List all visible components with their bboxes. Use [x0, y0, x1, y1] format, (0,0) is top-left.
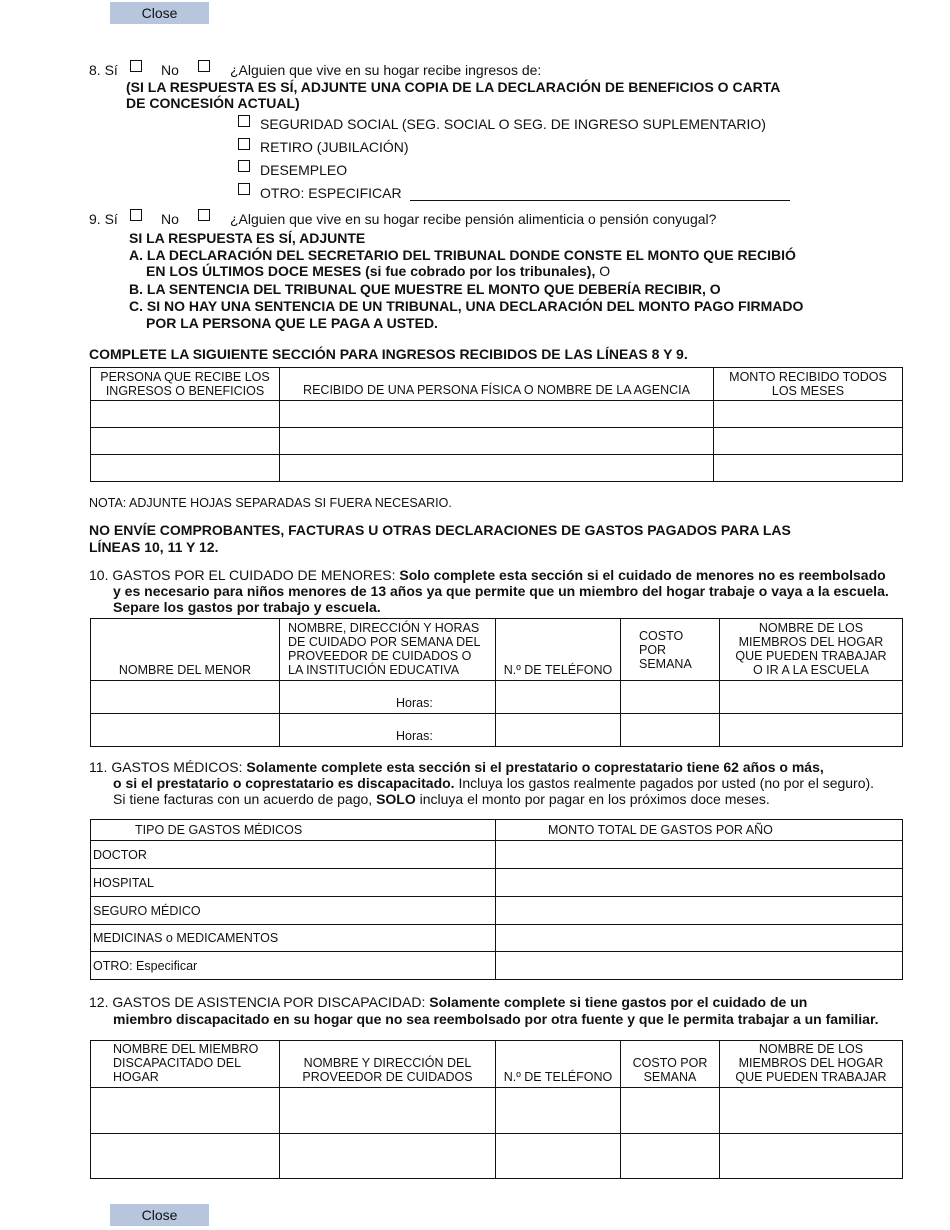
disability-col-members: NOMBRE DE LOS MIEMBROS DEL HOGAR QUE PUEDEN TRABAJAR [720, 1041, 903, 1088]
disability-cell[interactable] [720, 1088, 903, 1134]
medical-amount-cell[interactable] [496, 897, 903, 925]
medical-col-amount: MONTO TOTAL DE GASTOS POR AÑO [496, 820, 903, 841]
medical-row-medicines: MEDICINAS o MEDICAMENTOS [91, 925, 496, 952]
q10-lead: 10. GASTOS POR EL CUIDADO DE MENORES: [89, 567, 396, 583]
medical-col-type: TIPO DE GASTOS MÉDICOS [91, 820, 496, 841]
q8-number: 8. Sí [89, 62, 118, 78]
childcare-cell[interactable] [496, 681, 621, 714]
table-row [91, 681, 903, 714]
income-cell[interactable] [91, 401, 280, 428]
income-col-person: PERSONA QUE RECIBE LOS INGRESOS O BENEFICIOS [91, 368, 280, 401]
q8-option-other-checkbox[interactable] [238, 183, 250, 195]
q8-option-social-security-checkbox[interactable] [238, 115, 250, 127]
income-col-source: RECIBIDO DE UNA PERSONA FÍSICA O NOMBRE DE LA AGENCIA [280, 368, 714, 401]
disability-cell[interactable] [91, 1088, 280, 1134]
q11-lead: 11. GASTOS MÉDICOS: [89, 759, 243, 775]
q9-item-c-cont: POR LA PERSONA QUE LE PAGA A USTED. [146, 315, 438, 331]
income-col-amount: MONTO RECIBIDO TODOS LOS MESES [714, 368, 903, 401]
childcare-col-provider: NOMBRE, DIRECCIÓN Y HORAS DE CUIDADO POR SEMANA DEL PROVEEDOR DE CUIDADOS O LA INSTITUCIÓN EDUCATIVA [280, 619, 496, 681]
medical-amount-cell[interactable] [496, 841, 903, 869]
childcare-table [90, 618, 903, 747]
income-cell[interactable] [280, 428, 714, 455]
close-button-top[interactable]: Close [110, 2, 209, 24]
disability-cell[interactable] [280, 1088, 496, 1134]
medical-row-doctor: DOCTOR [91, 841, 496, 869]
q8-option-retirement-checkbox[interactable] [238, 138, 250, 150]
disability-col-provider: NOMBRE Y DIRECCIÓN DEL PROVEEDOR DE CUIDADOS [280, 1041, 496, 1088]
q11-instruction-cont: o si el prestatario o coprestatario es discapacitado. [113, 775, 455, 791]
q11-instruction-normal: Incluya los gastos realmente pagados por usted (no por el seguro). [458, 775, 875, 791]
table-row [91, 401, 903, 428]
q11-line3a: Si tiene facturas con un acuerdo de pago, [113, 791, 373, 807]
medical-table [90, 819, 903, 980]
q9-item-a-cont: EN LOS ÚLTIMOS DOCE MESES (si fue cobrado por los tribunales), [146, 263, 596, 279]
medical-amount-cell[interactable] [496, 952, 903, 980]
childcare-cell[interactable] [720, 714, 903, 747]
q8-option-other: OTRO: ESPECIFICAR [260, 185, 402, 201]
q9-question: ¿Alguien que vive en su hogar recibe pensión alimenticia o pensión conyugal? [230, 211, 717, 227]
q9-no-checkbox[interactable] [198, 209, 210, 221]
q12-instruction: Solamente complete si tiene gastos por el cuidado de un [429, 994, 808, 1010]
q9-yes-checkbox[interactable] [130, 209, 142, 221]
q8-option-unemployment-checkbox[interactable] [238, 160, 250, 172]
q8-question: ¿Alguien que vive en su hogar recibe ingresos de: [230, 62, 542, 78]
q8-no-checkbox[interactable] [198, 60, 210, 72]
childcare-col-cost: COSTO POR SEMANA [621, 619, 720, 681]
childcare-col-child: NOMBRE DEL MENOR [91, 619, 280, 681]
q9-item-b: B. LA SENTENCIA DEL TRIBUNAL QUE MUESTRE EL MONTO QUE DEBERÍA RECIBIR, O [129, 281, 721, 297]
disability-col-cost: COSTO POR SEMANA [621, 1041, 720, 1088]
q11-instruction: Solamente complete esta sección si el prestatario o coprestatario tiene 62 años o más, [246, 759, 824, 775]
q8-instruction: (SI LA RESPUESTA ES SÍ, ADJUNTE UNA COPIA DE LA DECLARACIÓN DE BENEFICIOS O CARTA [126, 79, 781, 95]
income-section-heading: COMPLETE LA SIGUIENTE SECCIÓN PARA INGRESOS RECIBIDOS DE LAS LÍNEAS 8 Y 9. [89, 346, 688, 362]
q9-number: 9. Sí [89, 211, 118, 227]
medical-amount-cell[interactable] [496, 925, 903, 952]
income-cell[interactable] [91, 455, 280, 482]
disability-table [90, 1040, 903, 1179]
q8-instruction-cont: DE CONCESIÓN ACTUAL) [126, 95, 300, 111]
q9-item-a-or: O [599, 263, 611, 279]
q12-instruction-cont: miembro discapacitado en su hogar que no sea reembolsado por otra fuente y que le permita trabajar a un familiar. [113, 1011, 879, 1027]
table-row [91, 925, 903, 952]
disability-col-member: NOMBRE DEL MIEMBRO DISCAPACITADO DEL HOGAR [91, 1041, 280, 1088]
q8-yes-checkbox[interactable] [130, 60, 142, 72]
disability-cell[interactable] [621, 1134, 720, 1179]
childcare-col-phone: N.º DE TELÉFONO [496, 619, 621, 681]
table-row [91, 428, 903, 455]
medical-row-insurance: SEGURO MÉDICO [91, 897, 496, 925]
disability-cell[interactable] [91, 1134, 280, 1179]
income-cell[interactable] [714, 428, 903, 455]
q8-other-specify-line[interactable] [410, 200, 790, 201]
childcare-cell[interactable] [91, 681, 280, 714]
q9-item-c: C. SI NO HAY UNA SENTENCIA DE UN TRIBUNAL, UNA DECLARACIÓN DEL MONTO PAGO FIRMADO [129, 298, 804, 314]
income-cell[interactable] [280, 455, 714, 482]
q8-option-unemployment: DESEMPLEO [260, 162, 348, 178]
medical-amount-cell[interactable] [496, 869, 903, 897]
q12-lead: 12. GASTOS DE ASISTENCIA POR DISCAPACIDAD: [89, 994, 426, 1010]
table-row [91, 455, 903, 482]
income-cell[interactable] [714, 401, 903, 428]
q9-item-a: A. LA DECLARACIÓN DEL SECRETARIO DEL TRIBUNAL DONDE CONSTE EL MONTO QUE RECIBIÓ [129, 247, 796, 263]
table-row [91, 897, 903, 925]
table-row [91, 841, 903, 869]
q8-option-social-security: SEGURIDAD SOCIAL (SEG. SOCIAL O SEG. DE INGRESO SUPLEMENTARIO) [260, 116, 766, 132]
q10-instruction: Solo complete esta sección si el cuidado de menores no es reembolsado [399, 567, 886, 583]
close-button-bottom[interactable]: Close [110, 1204, 209, 1226]
table-row [91, 1134, 903, 1179]
income-table [90, 367, 903, 482]
table-row [91, 1088, 903, 1134]
medical-row-hospital: HOSPITAL [91, 869, 496, 897]
childcare-cell[interactable] [621, 681, 720, 714]
childcare-col-members: NOMBRE DE LOS MIEMBROS DEL HOGAR QUE PUEDEN TRABAJAR O IR A LA ESCUELA [720, 619, 903, 681]
q11-line3c: incluya el monto por pagar en los próximos doce meses. [419, 791, 770, 807]
disability-col-phone: N.º DE TELÉFONO [496, 1041, 621, 1088]
q11-line3-solo: SOLO [376, 791, 416, 807]
disability-cell[interactable] [496, 1134, 621, 1179]
childcare-hours-label[interactable]: Horas: [280, 714, 496, 747]
income-cell[interactable] [91, 428, 280, 455]
q9-attach-heading: SI LA RESPUESTA ES SÍ, ADJUNTE [129, 230, 366, 246]
childcare-cell[interactable] [720, 681, 903, 714]
q9-no-label: No [161, 211, 179, 227]
income-cell[interactable] [714, 455, 903, 482]
income-cell[interactable] [280, 401, 714, 428]
table-row [91, 714, 903, 747]
childcare-cell[interactable] [91, 714, 280, 747]
childcare-hours-label[interactable]: Horas: [280, 681, 496, 714]
table-row [91, 869, 903, 897]
table-row [91, 952, 903, 980]
q8-option-retirement: RETIRO (JUBILACIÓN) [260, 139, 409, 155]
childcare-cell[interactable] [621, 714, 720, 747]
no-envie-warning: NO ENVÍE COMPROBANTES, FACTURAS U OTRAS DECLARACIONES DE GASTOS PAGADOS PARA LAS [89, 522, 791, 538]
q10-instruction-cont: y es necesario para niños menores de 13 años ya que permite que un miembro del hogar trabaje o vaya a la escuela. [113, 583, 889, 599]
medical-row-other: OTRO: Especificar [91, 952, 496, 980]
nota-text: NOTA: ADJUNTE HOJAS SEPARADAS SI FUERA NECESARIO. [89, 496, 452, 510]
disability-cell[interactable] [280, 1134, 496, 1179]
q8-no-label: No [161, 62, 179, 78]
childcare-cell[interactable] [496, 714, 621, 747]
disability-cell[interactable] [720, 1134, 903, 1179]
disability-cell[interactable] [496, 1088, 621, 1134]
disability-cell[interactable] [621, 1088, 720, 1134]
q10-instruction-cont2: Separe los gastos por trabajo y escuela. [113, 599, 381, 615]
no-envie-warning-cont: LÍNEAS 10, 11 Y 12. [89, 539, 219, 555]
